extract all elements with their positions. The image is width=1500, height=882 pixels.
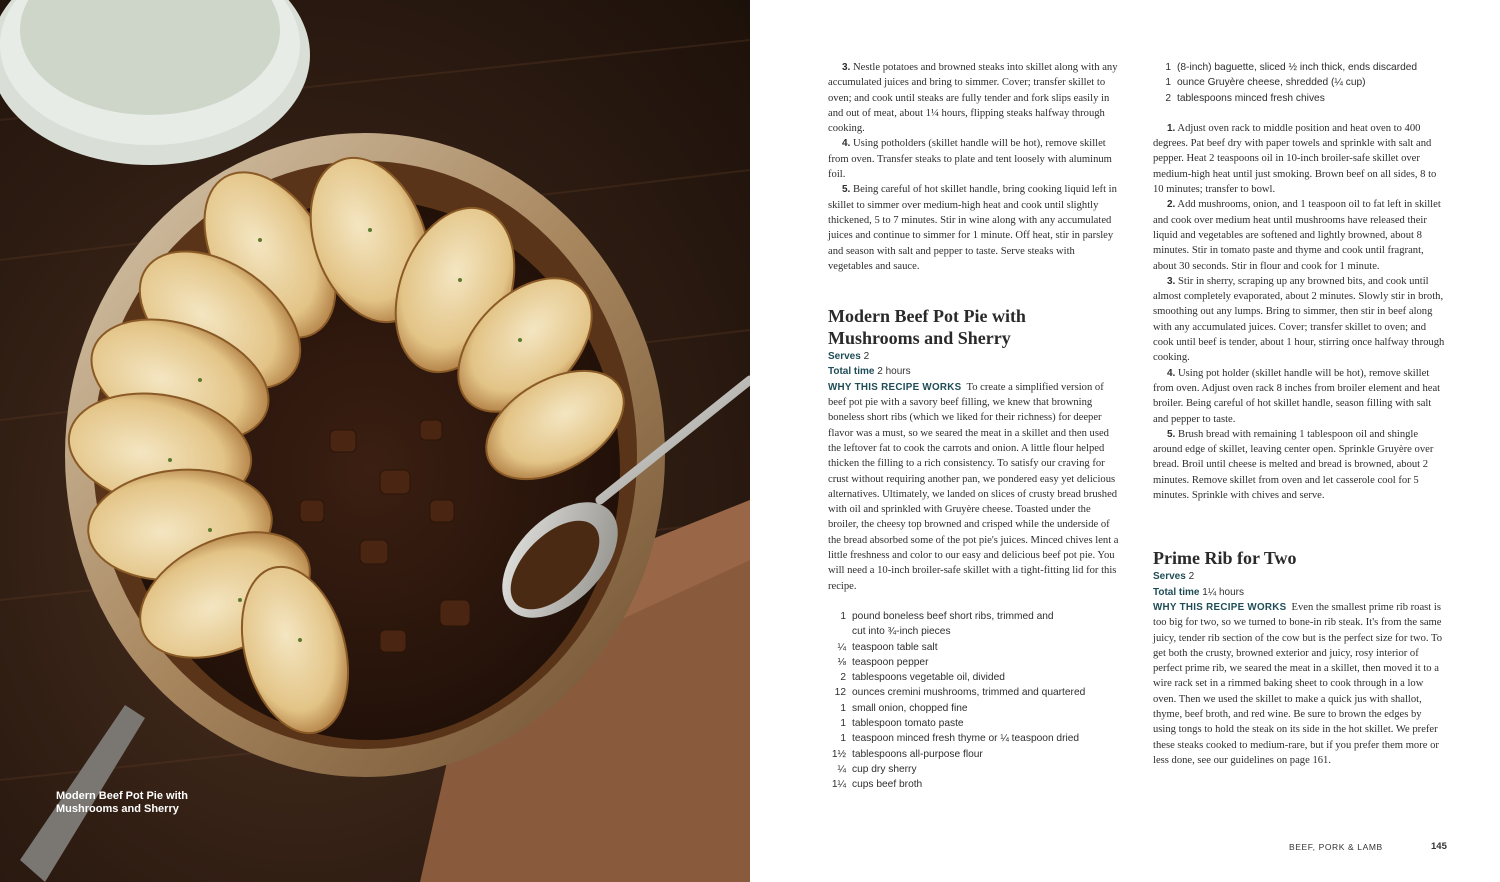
step (1153, 197, 1447, 273)
why-label: WHY THIS RECIPE WORKS (1153, 601, 1287, 613)
step-text: Stir in sherry, scraping up any browned bits, and cook until almost completely evaporated, about 2 minutes. Slowly stir in broth, smoothing out any lumps. Bring to simmer, then stir in beef along with any accumulated juices. Cover; transfer skillet to oven; and cook until beef is tender, about 1 hour, stirring once halfway through cooking. (1153, 275, 1445, 364)
serves-value: 2 (1188, 571, 1195, 583)
why-this-recipe-works (828, 380, 1120, 594)
ingredient-text: small onion, chopped fine (852, 702, 968, 714)
ingredient (828, 701, 1120, 716)
ingredient-text: tablespoons minced fresh chives (1177, 92, 1325, 104)
total-time-value: 1¼ hours (1202, 586, 1244, 598)
ingredient-qty: 1½ (831, 748, 846, 760)
serves-label: Serves (1153, 571, 1186, 583)
total-time-label: Total time (828, 366, 875, 378)
ingredient-text: tablespoon tomato paste (852, 717, 964, 729)
photo-caption-line: Mushrooms and Sherry (56, 803, 179, 815)
ingredient-qty: 1 (1165, 77, 1171, 89)
ingredient (828, 685, 1120, 700)
plates (0, 0, 310, 165)
step-text: Brush bread with remaining 1 tablespoon oil and shingle around edge of skillet, leaving center open. Sprinkle Gruyère over bread. Broil until cheese is melted and bread is browned, about 2 minutes. Remove skillet from oven and let casserole cool for 5 minutes. Sprinkle with chives and serve. (1153, 428, 1434, 502)
ingredient-text: teaspoon pepper (852, 656, 929, 668)
pot-pie-header (828, 305, 1120, 594)
total-time-label: Total time (1153, 586, 1200, 598)
photo-caption-line: Modern Beef Pot Pie with (56, 790, 189, 802)
ingredient-qty: ⅛ (837, 656, 846, 668)
serves (1153, 569, 1447, 584)
ingredient (828, 747, 1120, 762)
step (828, 136, 1120, 182)
ingredient-text: teaspoon minced fresh thyme or ¼ teaspoon dried (852, 733, 1080, 745)
recipe-title-line: Mushrooms and Sherry (828, 328, 1011, 349)
step-text: Nestle potatoes and browned steaks into skillet along with any accumulated juices and bring to simmer. Cover; transfer skillet to oven; and cook until steaks are fully tender and fork slips easily in and out of meat, about 1¼ hours, flipping steaks halfway through cooking. (828, 62, 1118, 135)
step-number: 5. (1167, 428, 1176, 440)
ingredient-list-continued (1153, 60, 1447, 106)
recipe-title (828, 305, 1120, 349)
ingredient-qty: 2 (1165, 92, 1171, 104)
step-number: 5. (842, 184, 851, 196)
step (1153, 121, 1447, 197)
step-number: 2. (1167, 199, 1176, 211)
step-number: 1. (1167, 122, 1176, 134)
recipe-title: Prime Rib for Two (1153, 548, 1297, 569)
step-number: 3. (1167, 275, 1176, 287)
ingredient-qty: 1 (840, 702, 846, 714)
ingredient-text: (8-inch) baguette, sliced ½ inch thick, ends discarded (1177, 62, 1418, 73)
ingredient-qty: 1 (1165, 62, 1171, 73)
ingredient (828, 762, 1120, 777)
step-number: 3. (842, 62, 851, 73)
why-text: Even the smallest prime rib roast is too big for two, so we turned to bone-in rib steak. It's from the same juicy, tender rib section of the cow but is the perfect size for two. To get both the crusty, browned exterior and juicy, rosy interior of perfect prime rib, we seared the meat in a skillet, then moved it to a wire rack set in a rimmed baking sheet to cook through in a low oven. Then we used the skillet to make a quick jus with shallot, thyme, beef broth, and red wine. Be sure to brown the edges by using tongs to hold the steak on its side in the hot skillet. We prefer these steaks cooked to medium-rare, but if you prefer them more or less done, see our guidelines on page 161. (1153, 601, 1443, 766)
serves (828, 349, 1120, 364)
step (1153, 427, 1447, 503)
ingredient-text: tablespoons vegetable oil, divided (852, 672, 1005, 684)
text-column-left (828, 60, 1120, 792)
ingredient (828, 716, 1120, 731)
total-time (1153, 585, 1447, 600)
serves-value: 2 (863, 351, 870, 363)
ingredient-text: cups beef broth (852, 779, 923, 791)
ingredient-text: cut into ¾-inch pieces (852, 626, 951, 638)
ingredient (1153, 91, 1447, 106)
ingredient (828, 777, 1120, 792)
ingredient (828, 731, 1120, 746)
pot-pie-steps (1153, 121, 1447, 503)
previous-recipe-steps (828, 60, 1120, 274)
ingredient-text: tablespoons all-purpose flour (852, 748, 983, 760)
ingredient-text: teaspoon table salt (852, 641, 938, 653)
total-time (828, 364, 1120, 379)
ingredient-qty: ¼ (837, 641, 846, 653)
ingredient-text: cup dry sherry (852, 763, 917, 775)
step (828, 182, 1120, 274)
ingredient (828, 655, 1120, 670)
photo-caption (56, 790, 276, 816)
ingredient-text: pound boneless beef short ribs, trimmed and (852, 610, 1054, 622)
prime-rib-header (1153, 547, 1447, 768)
why-label: WHY THIS RECIPE WORKS (828, 381, 962, 393)
ingredient (828, 609, 1120, 640)
serves-label: Serves (828, 351, 861, 363)
page-number: 145 (1431, 841, 1447, 852)
ingredient-qty: 1 (840, 610, 846, 622)
why-text: To create a simplified version of beef pot pie with a savory beef filling, we knew that browning boneless short ribs (which we liked for their richness) for deeper flavor was a must, so we seared the meat in a skillet and then used the leftover fat to cook the carrots and onion. A little flour helped thicken the filling to a rich consistency. To satisfy our craving for crust without requiring another pan, we pondered easy yet delicious alternatives. Ultimately, we landed on slices of crusty bread brushed with oil and sprinkled with Gruyère cheese. Toasted under the broiler, the cheesy top browned and crisped while the underside of the bread absorbed some of the pot pie's juices. Minced chives lent a little freshness and color to our easy and delicious beef pot pie. You will need a 10-inch broiler-safe skillet with a tight-fitting lid for this recipe. (828, 381, 1119, 592)
step-text: Being careful of hot skillet handle, bring cooking liquid left in skillet to simmer over medium-high heat and cook until slightly thickened, 5 to 7 minutes. Stir in wine along with any accumulated juices and continue to simmer for 1 minute. Off heat, stir in parsley and season with salt and pepper to taste. Serve steaks with vegetables and sauce. (828, 184, 1117, 272)
running-footer: BEEF, PORK & LAMB (1289, 842, 1383, 852)
ingredient (828, 640, 1120, 655)
step-text: Using potholders (skillet handle will be hot), remove skillet from oven. Transfer steaks to plate and tent loosely with aluminum foil. (828, 138, 1112, 181)
ingredient (1153, 60, 1447, 75)
ingredient-text: ounces cremini mushrooms, trimmed and quartered (852, 687, 1086, 699)
ingredient-qty: 1 (840, 733, 846, 745)
step-number: 4. (842, 138, 851, 150)
recipe-title-line: Modern Beef Pot Pie with (828, 306, 1026, 327)
step-text: Add mushrooms, onion, and 1 teaspoon oil to fat left in skillet and cook over medium heat until mushrooms have released their liquid and vegetables are softened and lightly browned, about 8 minutes. Stir in tomato paste and thyme and cook until fragrant, about 30 seconds. Stir in flour and cook for 1 minute. (1153, 199, 1441, 272)
step (1153, 366, 1447, 427)
step-text: Adjust oven rack to middle position and heat oven to 400 degrees. Pat beef dry with paper towels and sprinkle with salt and pepper. Heat 2 teaspoons oil in 10-inch broiler-safe skillet over medium-high heat until just smoking. Brown beef on all sides, 8 to 10 minutes; transfer to bowl. (1153, 122, 1437, 196)
ingredient (1153, 75, 1447, 90)
ingredient-qty: ¼ (837, 763, 846, 775)
ingredient-qty: 1¼ (831, 779, 846, 791)
step-number: 4. (1167, 367, 1176, 379)
ingredient-qty: 2 (840, 672, 846, 684)
step (1153, 274, 1447, 366)
ingredient-list (828, 609, 1120, 793)
text-column-right (1153, 60, 1447, 768)
step (828, 60, 1120, 136)
total-time-value: 2 hours (877, 366, 911, 378)
why-this-recipe-works (1153, 600, 1447, 768)
ingredient-text: ounce Gruyère cheese, shredded (¼ cup) (1177, 77, 1366, 89)
ingredient (828, 670, 1120, 685)
ingredient-qty: 1 (840, 717, 846, 729)
ingredient-qty: 12 (834, 687, 846, 699)
step-text: Using pot holder (skillet handle will be hot), remove skillet from oven. Adjust oven rack 8 inches from broiler element and heat broiler. Being careful of hot skillet handle, season filling with salt and pepper to taste. (1153, 367, 1441, 425)
